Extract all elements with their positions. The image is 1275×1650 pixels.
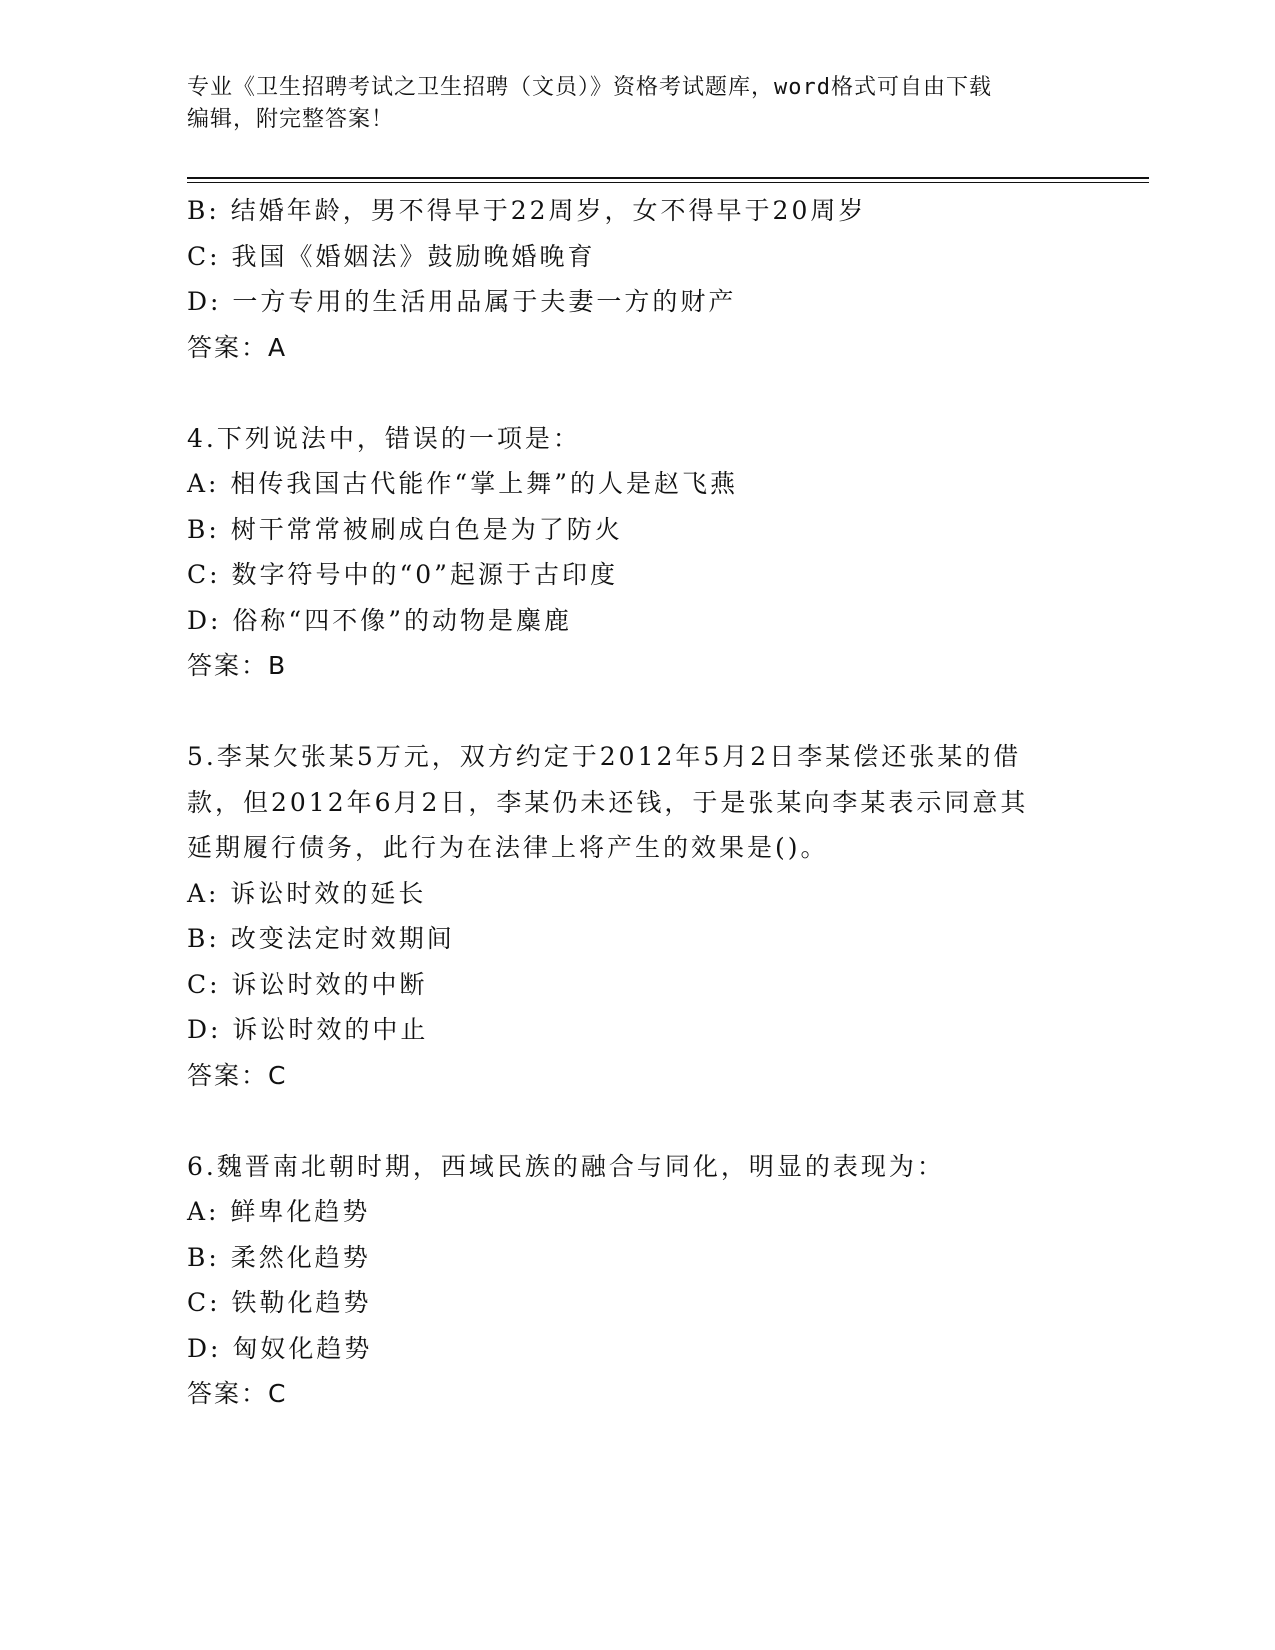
- option-b: B: 改变法定时效期间: [187, 924, 455, 953]
- option-d: D: 一方专用的生活用品属于夫妻一方的财产: [187, 287, 737, 316]
- page-header: [187, 72, 1067, 136]
- option-c: C: 数字符号中的“0”起源于古印度: [187, 560, 618, 589]
- question-stem-line-1: 5.李某欠张某5万元，双方约定于2012年5月2日李某偿还张某的借: [187, 742, 1022, 771]
- option-d: D: 诉讼时效的中止: [187, 1015, 429, 1044]
- header-divider-thin: [187, 182, 1149, 183]
- answer: 答案：B: [187, 651, 288, 680]
- answer: 答案：C: [187, 1060, 288, 1090]
- spacer: [187, 689, 1087, 735]
- header-line-1: 专业《卫生招聘考试之卫生招聘（文员）》资格考试题库，word格式可自由下载: [187, 75, 992, 100]
- question-6: [187, 1144, 1087, 1417]
- question-4: [187, 416, 1087, 689]
- answer: 答案：C: [187, 1379, 288, 1408]
- spacer: [187, 1098, 1087, 1144]
- question-3-tail: [187, 188, 1087, 370]
- header-line-2: 编辑，附完整答案！: [187, 107, 395, 132]
- answer: 答案：A: [187, 332, 288, 362]
- option-b: B: 柔然化趋势: [187, 1242, 371, 1272]
- header-divider-thick: [187, 177, 1149, 179]
- question-stem: 6.魏晋南北朝时期，西域民族的融合与同化，明显的表现为：: [187, 1151, 945, 1181]
- question-stem-line-2: 款，但2012年6月2日，李某仍未还钱，于是张某向李某表示同意其: [187, 787, 1029, 817]
- option-b: B: 树干常常被刷成白色是为了防火: [187, 514, 623, 544]
- option-b: B: 结婚年龄，男不得早于22周岁，女不得早于20周岁: [187, 196, 867, 225]
- option-c: C: 我国《婚姻法》鼓励晚婚晚育: [187, 241, 596, 271]
- option-d: D: 匈奴化趋势: [187, 1333, 373, 1363]
- option-a: A: 相传我国古代能作“掌上舞”的人是赵飞燕: [187, 469, 738, 498]
- option-a: A: 诉讼时效的延长: [187, 878, 427, 908]
- spacer: [187, 370, 1087, 416]
- option-a: A: 鲜卑化趋势: [187, 1197, 371, 1226]
- option-c: C: 铁勒化趋势: [187, 1288, 372, 1317]
- question-stem-line-3: 延期履行债务，此行为在法律上将产生的效果是()。: [187, 833, 829, 862]
- question-list: [187, 188, 1087, 1417]
- question-5: [187, 734, 1087, 1098]
- option-d: D: 俗称“四不像”的动物是麋鹿: [187, 605, 572, 635]
- question-stem: 4.下列说法中，错误的一项是：: [187, 423, 581, 453]
- option-c: C: 诉讼时效的中断: [187, 969, 428, 999]
